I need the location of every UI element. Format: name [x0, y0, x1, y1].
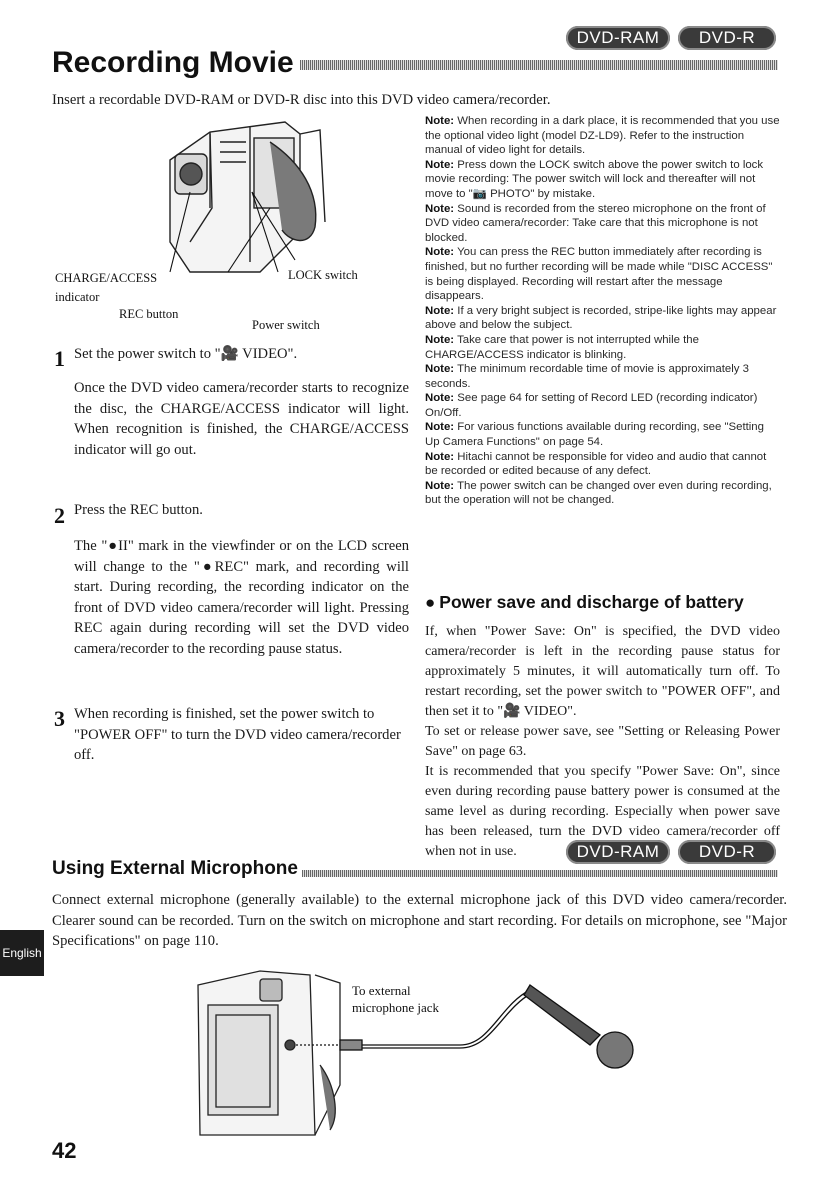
power-save-heading [425, 592, 785, 613]
microphone-rule [302, 870, 778, 877]
label-lock-switch: LOCK switch [288, 268, 358, 282]
intro-text: Insert a recordable DVD-RAM or DVD-R disc into this DVD video camera/recorder. [52, 92, 551, 108]
step-3-number: 3 [54, 706, 65, 731]
microphone-title: Using External Microphone [52, 858, 298, 879]
note-item: Note: For various functions available during recording, see "Setting Up Camera Functions" on page 54. [425, 421, 764, 449]
page-number: 42 [52, 1138, 77, 1163]
power-save-body [425, 622, 780, 862]
note-item: Note: If a very bright subject is recorded, stripe-like lights may appear above and below the subject. [425, 304, 777, 332]
power-save-paragraph: To set or release power save, see "Setting or Releasing Power Save" on page 63. [425, 724, 780, 759]
step-2-body: The "●II" mark in the viewfinder or on the LCD screen will change to the "●REC" mark, and recording will start. During recording, the recording indicator on the front of DVD video camera/recorder will light. Pressing REC again during recording will set the DVD video camera/recorder to the recording pause status. [74, 538, 409, 657]
microphone-text: Connect external microphone (generally available) to the external microphone jack of this DVD video camera/recorder. Clearer sound can be recorded. Turn on the switch on microphone and start recording. For details on microphone, see "Major Specifications" on page 110. [52, 892, 787, 949]
label-power-switch: Power switch [252, 318, 320, 332]
label-to-external: To external [352, 983, 411, 998]
power-save-paragraph: If, when "Power Save: On" is specified, the DVD video camera/recorder is left in the recording pause status for approximately 5 minutes, it will automatically turn off. To restart recording, set the power switch to "POWER OFF", and then set it to "🎥 VIDEO". [425, 624, 780, 719]
bullet-icon: ● [425, 593, 436, 612]
dvd-ram-badge: DVD-RAM [566, 26, 670, 50]
language-tab: English [0, 930, 44, 976]
step-1-lead: Set the power switch to "🎥 VIDEO". [74, 346, 298, 362]
label-rec-button: REC button [119, 307, 179, 321]
microphone-illustration [190, 965, 670, 1140]
note-item: Note: When recording in a dark place, it is recommended that you use the optional video light (model DZ-LD9). Refer to the instruction manual of video light for details. [425, 115, 780, 157]
step-3-lead: When recording is finished, set the power switch to "POWER OFF" to turn the DVD video camera/recorder off. [74, 706, 401, 763]
note-item: Note: The power switch can be changed over even during recording, but the operation will not be changed. [425, 479, 772, 507]
note-item: Note: Take care that power is not interrupted while the CHARGE/ACCESS indicator is blinking. [425, 333, 699, 361]
note-item: Note: Sound is recorded from the stereo microphone on the front of DVD video camera/recorder: Take care that this microphone is not blocked. [425, 202, 766, 244]
power-save-title: Power save and discharge of battery [439, 592, 744, 612]
note-item: Note: See page 64 for setting of Record LED (recording indicator) On/Off. [425, 392, 758, 419]
dvd-r-badge: DVD-R [678, 26, 776, 50]
camcorder-illustration [150, 112, 400, 282]
label-indicator: indicator [55, 290, 100, 304]
title-rule [300, 60, 778, 70]
step-1-number: 1 [54, 346, 65, 371]
notes-column [425, 114, 780, 508]
label-microphone-jack: microphone jack [352, 1000, 439, 1015]
dvd-r-badge-2: DVD-R [678, 840, 776, 864]
note-item: Note: You can press the REC button immediately after recording is finished, but no further recording will be made while "DISC ACCESS" is being displayed. Recording will restart after the message disappears. [425, 246, 773, 303]
step-2-lead: Press the REC button. [74, 502, 203, 518]
step-1-body: Once the DVD video camera/recorder starts to recognize the disc, the CHARGE/ACCESS indicator will light. When recognition is finished, the CHARGE/ACCESS indicator will go out. [74, 380, 409, 458]
power-save-paragraph: It is recommended that you specify "Power Save: On", since even during recording pause battery power is consumed at the same level as during recording. Especially when power save has been released, turn the DVD video camera/recorder off when not in use. [425, 764, 780, 859]
label-charge-access: CHARGE/ACCESS [55, 271, 158, 285]
note-item: Note: The minimum recordable time of movie is approximately 3 seconds. [425, 363, 749, 390]
dvd-ram-badge-2: DVD-RAM [566, 840, 670, 864]
note-item: Note: Hitachi cannot be responsible for video and audio that cannot be recorded or edited because of any defect. [425, 450, 767, 478]
step-2-number: 2 [54, 503, 65, 528]
note-item: Note: Press down the LOCK switch above the power switch to lock movie recording: The power switch will lock and thereafter will not move to "📷 PHOTO" by mistake. [425, 158, 764, 200]
page-title: Recording Movie [52, 46, 294, 79]
